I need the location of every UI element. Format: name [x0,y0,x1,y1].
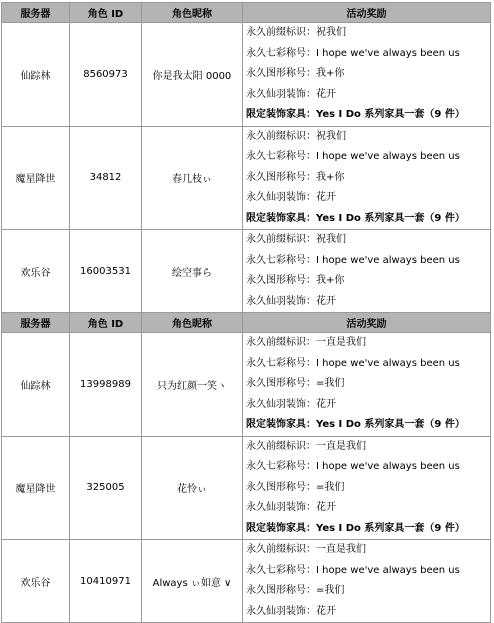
rewards-cell [243,126,491,230]
role-id-cell: 16003531 [70,230,142,313]
header-role-id: 角色 ID [70,313,142,333]
nickname-cell: 春几枝ぃ [142,126,243,230]
header-nickname: 角色昵称 [142,313,243,333]
nickname-cell: 花怜ぃ [142,436,243,540]
header-row [2,313,491,333]
reward-line: 永久七彩称号：I hope we've always been us [246,47,460,59]
reward-table-body [2,3,491,623]
reward-line: 永久七彩称号：I hope we've always been us [246,461,460,472]
rewards-cell [243,540,491,623]
reward-line: 永久前缀标识：一直是我们 [246,337,366,348]
header-nickname: 角色昵称 [142,3,243,23]
limited-reward-line: 限定装饰家具：Yes I Do 系列家具一套（9 件） [246,212,465,224]
server-cell: 欢乐谷 [2,230,70,313]
nickname-cell: Always ぃ如意 ∨ [142,540,243,623]
reward-line: 永久仙羽装饰：花开 [246,192,336,203]
server-cell: 魔星降世 [2,126,70,230]
reward-line: 永久七彩称号：I hope we've always been us [246,357,460,369]
limited-reward-line: 限定装饰家具：Yes I Do 系列家具一套（9 件） [246,522,465,534]
limited-reward-line: 限定装饰家具：Yes I Do 系列家具一套（9 件） [246,419,465,430]
reward-line: 永久图形称号：我+你 [246,68,345,79]
role-id-cell: 34812 [70,126,142,230]
rewards-cell [243,436,491,540]
reward-line: 永久图形称号：我+你 [246,275,345,286]
server-cell: 仙踪林 [2,23,70,127]
header-row [2,3,491,23]
reward-line: 永久七彩称号：I hope we've always been us [246,564,460,576]
reward-line: 永久仙羽装饰：花开 [246,605,336,617]
nickname-cell: 绘空事ら [142,230,243,313]
reward-line: 永久七彩称号：I hope we've always been us [246,151,460,162]
role-id-cell: 10410971 [70,540,142,623]
table-row [2,540,491,623]
reward-line: 永久图形称号：=我们 [246,585,345,596]
nickname-cell: 你是我太阳 0000 [142,23,243,127]
header-server: 服务器 [2,3,70,23]
reward-line: 永久仙羽装饰：花开 [246,295,336,307]
reward-line: 永久仙羽装饰：花开 [246,502,336,513]
reward-line: 永久仙羽装饰：花开 [246,398,336,410]
reward-line: 永久图形称号：=我们 [246,378,345,389]
header-role-id: 角色 ID [70,3,142,23]
rewards-cell [243,333,491,437]
table-row [2,230,491,313]
reward-line: 永久图形称号：=我们 [246,481,345,493]
table-row [2,126,491,230]
header-rewards: 活动奖励 [243,3,491,23]
table-row [2,23,491,127]
server-cell: 魔星降世 [2,436,70,540]
role-id-cell: 325005 [70,436,142,540]
reward-table [1,2,491,623]
reward-line: 永久前缀标识：祝我们 [246,27,346,38]
reward-line: 永久七彩称号：I hope we've always been us [246,254,460,266]
table-row [2,436,491,540]
reward-line: 永久前缀标识：祝我们 [246,234,346,245]
reward-line: 永久仙羽装饰：花开 [246,88,336,100]
rewards-cell [243,23,491,127]
reward-line: 永久前缀标识：一直是我们 [246,440,366,452]
limited-reward-line: 限定装饰家具：Yes I Do 系列家具一套（9 件） [246,109,465,120]
header-rewards: 活动奖励 [243,313,491,333]
server-cell: 仙踪林 [2,333,70,437]
rewards-cell [243,230,491,313]
role-id-cell: 8560973 [70,23,142,127]
reward-line: 永久图形称号：我+你 [246,171,345,183]
server-cell: 欢乐谷 [2,540,70,623]
role-id-cell: 13998989 [70,333,142,437]
nickname-cell: 只为红颜一笑ヽ [142,333,243,437]
header-server: 服务器 [2,313,70,333]
reward-line: 永久前缀标识：祝我们 [246,130,346,142]
table-row [2,333,491,437]
reward-line: 永久前缀标识：一直是我们 [246,544,366,555]
